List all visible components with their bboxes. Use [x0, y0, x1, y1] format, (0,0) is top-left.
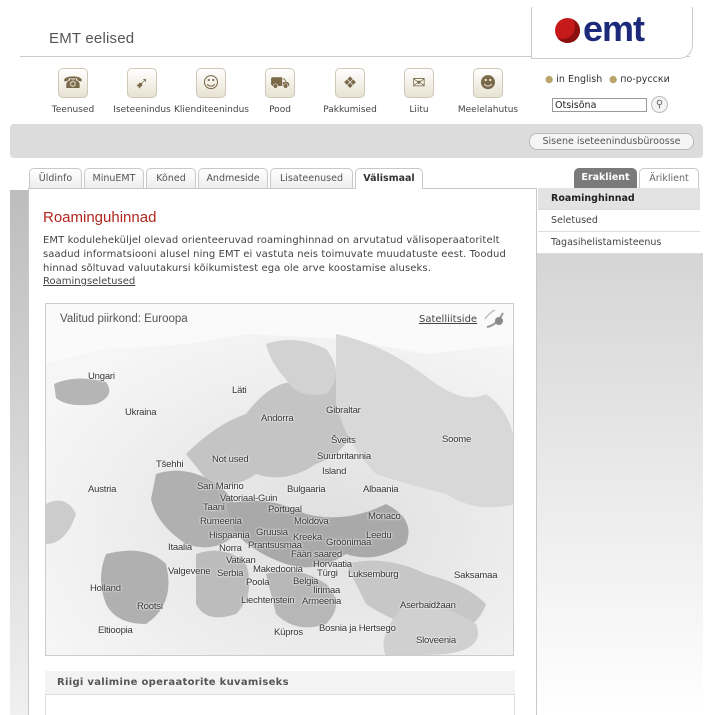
satellite-link[interactable]: Satelliitside: [419, 314, 478, 325]
map-label[interactable]: Serbia: [217, 568, 244, 579]
map-label[interactable]: Albaania: [363, 484, 399, 495]
map-label[interactable]: Sloveenia: [416, 635, 456, 646]
map-label[interactable]: Ukraina: [125, 407, 157, 418]
map-label[interactable]: Moldova: [294, 516, 329, 527]
map-label[interactable]: San Marino: [197, 481, 244, 492]
map-label[interactable]: Iirimaa: [313, 585, 341, 596]
nav-item-meelelahutus[interactable]: [451, 68, 525, 115]
bullet-icon: ●: [545, 74, 554, 85]
map-label[interactable]: Belgia: [293, 576, 319, 587]
map-label[interactable]: Andorra: [261, 413, 294, 424]
map-label[interactable]: Island: [322, 466, 347, 477]
nav-label: Meelelahutus: [457, 105, 519, 115]
map-label[interactable]: Portugal: [268, 504, 302, 515]
bullet-icon: ●: [609, 74, 618, 85]
map-label[interactable]: Horvaatia: [313, 559, 352, 570]
sidebar-item-roaminghinnad[interactable]: Roaminghinnad: [538, 188, 700, 210]
map-label[interactable]: Vatoriaal-Guin: [220, 493, 278, 504]
map-label[interactable]: Ungari: [88, 371, 115, 382]
intro-text: EMT koduleheküljel olevad orienteeruvad roaminghinnad on arvutatud välisoperaatoritelt saadud informatsiooni alusel ning EMT ei vastuta neis toimuvate muudatuste eest. Toodud hinnad sõltuvad valuutakursi kõikumistest ega ole arve koostamise aluseks.: [43, 235, 506, 274]
nav-label: Iseteenindus: [113, 105, 171, 115]
map-label[interactable]: Hispaania: [209, 530, 250, 541]
map-label[interactable]: Šveits: [331, 435, 356, 446]
self-service-button[interactable]: Sisene iseteenindusbüroosse: [529, 133, 694, 150]
frame-shadow-left: [10, 190, 28, 715]
phone-icon: ☎: [58, 68, 88, 98]
search-icon: ⚲: [655, 99, 664, 110]
map-label[interactable]: Gröönimaa: [326, 537, 372, 548]
map-label[interactable]: Valgevene: [168, 566, 211, 577]
map-label[interactable]: Läti: [232, 385, 247, 396]
map-label[interactable]: Gibraltar: [326, 405, 361, 416]
sidebar: [538, 188, 700, 254]
nav-item-liitu[interactable]: [382, 68, 456, 115]
map-label[interactable]: Vatikan: [226, 555, 256, 566]
gift-icon: ❖: [335, 68, 365, 98]
map-label[interactable]: Tšehhi: [156, 459, 184, 470]
site-title[interactable]: EMT eelised: [49, 30, 135, 47]
map-label[interactable]: Bosnia ja Hertsego: [319, 623, 396, 634]
map-label[interactable]: Rootsi: [137, 601, 163, 612]
tab-lisateenused[interactable]: Lisateenused: [270, 168, 353, 189]
map-label[interactable]: Taani: [203, 502, 225, 513]
map-label[interactable]: Armeenia: [302, 596, 342, 607]
map-label[interactable]: Gruusia: [256, 527, 288, 538]
map-label[interactable]: Makedoonia: [253, 564, 303, 575]
map-label[interactable]: Suurbritannia: [317, 451, 371, 462]
tab-koned[interactable]: Kõned: [146, 168, 196, 189]
map-label[interactable]: Leedu: [366, 530, 392, 541]
map-label[interactable]: Austria: [88, 484, 117, 495]
map-title: Valitud piirkond: Euroopa: [60, 313, 188, 325]
map-label[interactable]: Bulgaaria: [287, 484, 326, 495]
map-label[interactable]: Prantsusmaa: [248, 540, 302, 551]
tab-ariklient[interactable]: Äriklient: [639, 168, 699, 189]
map-label[interactable]: Saksamaa: [454, 570, 498, 581]
envelope-icon: ✉: [404, 68, 434, 98]
lang-english-link[interactable]: [545, 74, 602, 85]
tab-uldinfo[interactable]: Üldinfo: [29, 168, 82, 189]
roaming-explanations-link[interactable]: Roamingseletused: [43, 276, 136, 287]
map-label[interactable]: Itaalia: [168, 542, 192, 553]
search-input[interactable]: [552, 98, 647, 112]
nav-label: Klienditeenindus: [174, 105, 249, 115]
tab-valismaal[interactable]: Välismaal: [355, 168, 423, 190]
logo-text: emt: [583, 8, 645, 49]
nav-item-iseteenindus[interactable]: [105, 68, 179, 115]
lang-russian-link[interactable]: [609, 74, 670, 85]
cursor-icon: ➹: [127, 68, 157, 98]
map-label[interactable]: Monaco: [368, 511, 401, 522]
sidebar-item-seletused[interactable]: Seletused: [538, 210, 700, 232]
map-label[interactable]: Holland: [90, 583, 121, 594]
frame-shadow-right: [537, 253, 703, 715]
nav-item-klienditeenindus[interactable]: [174, 68, 248, 115]
cart-icon: ⛟: [265, 68, 295, 98]
smiley-icon: ☻: [473, 68, 503, 98]
map-label[interactable]: Eltioopia: [98, 625, 133, 636]
map-label[interactable]: Liechtenstein: [241, 595, 295, 606]
nav-label: Pakkumised: [323, 105, 377, 115]
tab-andmeside[interactable]: Andmeside: [198, 168, 268, 189]
country-select-heading: Riigi valimine operaatorite kuvamiseks: [45, 671, 515, 695]
sidebar-item-tagasihelistamisteenus[interactable]: Tagasihelistamisteenus: [538, 232, 700, 254]
nav-label: Teenused: [51, 105, 95, 115]
map-label[interactable]: Küpros: [274, 627, 303, 638]
map-label[interactable]: Rumeenia: [200, 516, 242, 527]
nav-item-pakkumised[interactable]: [313, 68, 387, 115]
map-label[interactable]: Aserbaidžaan: [400, 600, 456, 611]
map-label[interactable]: Norra: [219, 543, 242, 554]
map-label[interactable]: Fääri saared: [291, 549, 342, 560]
search-button[interactable]: [651, 96, 668, 113]
lang-english-label: in English: [556, 74, 603, 85]
map-label[interactable]: Kreeka: [293, 532, 322, 543]
person-icon: ☺: [196, 68, 226, 98]
page-title: Roaminguhinnad: [43, 209, 157, 226]
logo-mark-icon: [555, 18, 580, 43]
map-label[interactable]: Poola: [246, 577, 270, 588]
satellite-icon: [483, 307, 507, 331]
tab-minuemt[interactable]: MinuEMT: [84, 168, 144, 189]
nav-label: Pood: [269, 105, 291, 115]
map-label[interactable]: Luksemburg: [348, 569, 399, 580]
nav-label: Liitu: [409, 105, 429, 115]
nav-item-pood[interactable]: [243, 68, 317, 115]
lang-russian-label: по-русски: [620, 74, 670, 85]
map-label[interactable]: Soome: [442, 434, 472, 445]
map-label[interactable]: Türgi: [317, 568, 338, 579]
map-label[interactable]: Not used: [212, 454, 249, 465]
nav-item-teenused[interactable]: [36, 68, 110, 115]
tab-eraklient[interactable]: Eraklient: [574, 168, 637, 189]
